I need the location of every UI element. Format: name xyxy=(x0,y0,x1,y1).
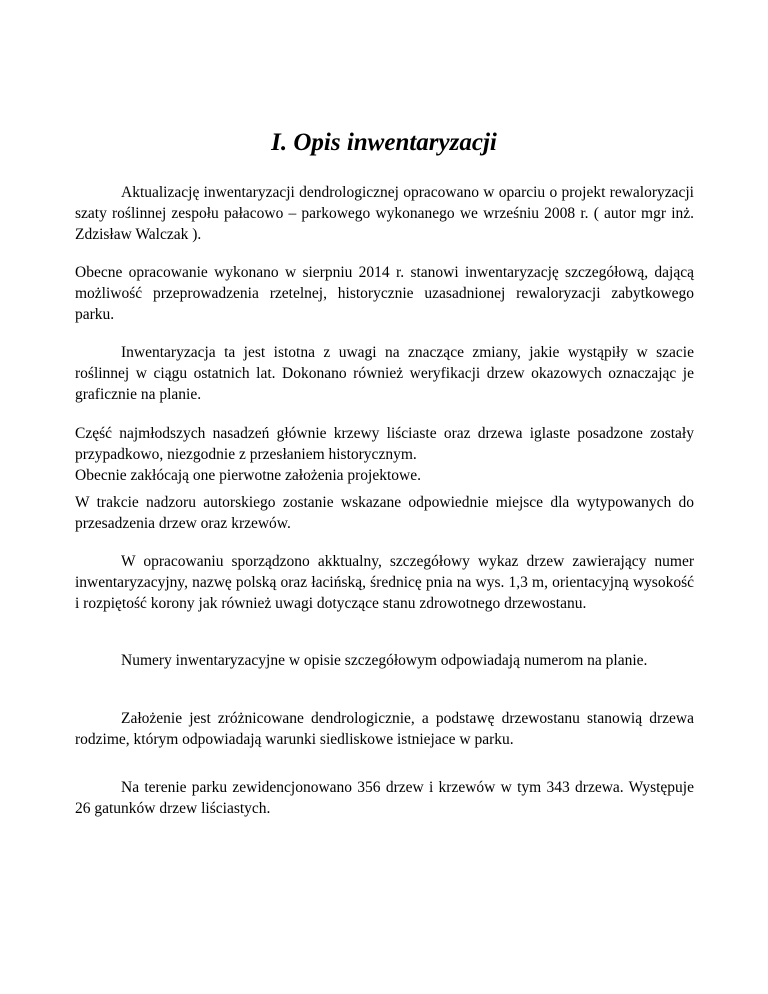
paragraph-tree-count: Na terenie parku zewidencjonowano 356 drzew i krzewów w tym 343 drzewa. Występuje 26 gatunków drzew liściastych. xyxy=(75,779,694,817)
paragraph-update-basis: Aktualizację inwentaryzacji dendrologicznej opracowano w oparciu o projekt rewaloryzacji szaty roślinnej zespołu pałacowo – parkowego wykonanego we wrześniu 2008 r. ( autor mgr inż. Zdzisław Walczak ). xyxy=(75,184,694,243)
paragraph-young-plantings-line-2: Obecnie zakłócają one pierwotne założenia projektowe. xyxy=(75,467,421,484)
paragraph-young-plantings xyxy=(75,423,694,486)
paragraph-supervision: W trakcie nadzoru autorskiego zostanie wskazane odpowiednie miejsce dla wytypowanych do przesadzenia drzew oraz krzewów. xyxy=(75,494,694,532)
paragraph-young-plantings-line-1: Część najmłodszych nasadzeń głównie krzewy liściaste oraz drzewa iglaste posadzone zostały przypadkowo, niezgodnie z przesłaniem historycznym. xyxy=(75,425,694,463)
paragraph-inventory-numbers: Numery inwentaryzacyjne w opisie szczegółowym odpowiadają numerom na planie. xyxy=(121,652,648,669)
paragraph-current-study: Obecne opracowanie wykonano w sierpniu 2014 r. stanowi inwentaryzację szczegółową, dającą możliwość przeprowadzenia rzetelnej, historycznie uzasadnionej rewaloryzacji zabytkowego parku. xyxy=(75,264,694,323)
paragraph-changes: Inwentaryzacja ta jest istotna z uwagi na znaczące zmiany, jakie wystąpiły w szacie roślinnej w ciągu ostatnich lat. Dokonano również weryfikacji drzew okazowych oznaczając je graficznie na planie. xyxy=(75,344,694,403)
paragraph-tree-list: W opracowaniu sporządzono akktualny, szczegółowy wykaz drzew zawierający numer inwentaryzacyjny, nazwę polską oraz łacińską, średnicę pnia na wys. 1,3 m, orientacyjną wysokość i rozpiętość korony jak również uwagi dotyczące stanu zdrowotnego drzewostanu. xyxy=(75,553,694,612)
paragraph-dendrology: Założenie jest zróżnicowane dendrologicznie, a podstawę drzewostanu stanowią drzewa rodzime, którym odpowiadają warunki siedliskowe istniejace w parku. xyxy=(75,710,694,748)
page-title: I. Opis inwentaryzacji xyxy=(271,129,497,156)
